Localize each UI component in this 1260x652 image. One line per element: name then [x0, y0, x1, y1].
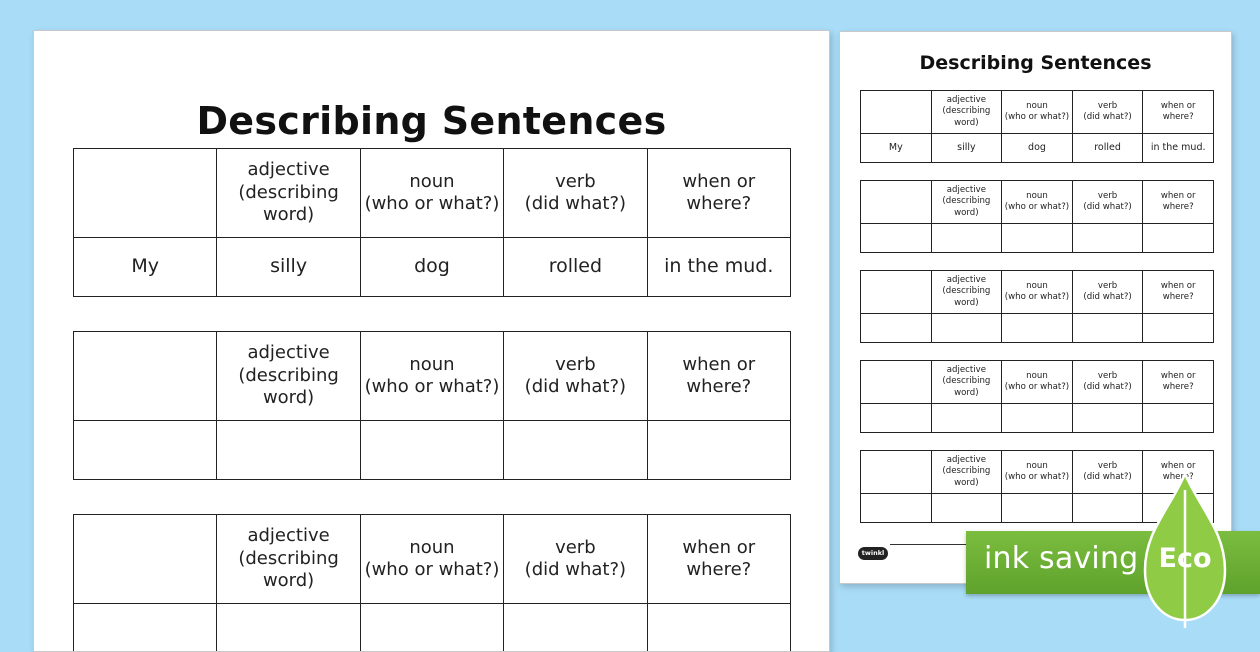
header-cell-noun: noun (who or what?) — [1002, 91, 1073, 134]
answer-cell[interactable] — [647, 604, 790, 652]
preview-table-1 — [860, 90, 1214, 163]
answer-cell[interactable] — [1072, 314, 1143, 343]
answer-cell[interactable] — [1143, 224, 1214, 253]
header-cell-verb: verb (did what?) — [1072, 181, 1143, 224]
answer-cell: rolled — [504, 238, 647, 297]
answer-cell[interactable] — [74, 604, 217, 652]
answer-cell[interactable] — [217, 421, 360, 480]
header-cell-adjective: adjective (describing word) — [931, 361, 1002, 404]
answer-cell[interactable] — [1002, 494, 1073, 523]
answer-cell[interactable] — [360, 604, 503, 652]
header-cell-blank — [861, 451, 932, 494]
header-cell-adjective: adjective (describing word) — [931, 91, 1002, 134]
worksheet-page-large — [33, 30, 830, 652]
page-title: Describing Sentences — [34, 99, 829, 143]
header-cell-noun: noun (who or what?) — [360, 332, 503, 421]
header-cell-verb: verb (did what?) — [504, 149, 647, 238]
answer-cell[interactable] — [504, 604, 647, 652]
answer-cell: dog — [360, 238, 503, 297]
header-cell-adjective: adjective (describing word) — [217, 332, 360, 421]
sentence-table-1 — [73, 148, 791, 297]
header-cell-adjective: adjective (describing word) — [217, 149, 360, 238]
header-cell-verb: verb (did what?) — [504, 332, 647, 421]
answer-cell: in the mud. — [1143, 134, 1214, 163]
eco-label: Eco — [1150, 543, 1220, 574]
answer-cell[interactable] — [1002, 314, 1073, 343]
header-cell-blank — [74, 149, 217, 238]
answer-cell: My — [74, 238, 217, 297]
answer-cell[interactable] — [360, 421, 503, 480]
answer-cell[interactable] — [861, 314, 932, 343]
header-cell-when-where: when or where? — [647, 149, 790, 238]
preview-table-3 — [860, 270, 1214, 343]
answer-cell[interactable] — [1072, 404, 1143, 433]
answer-cell[interactable] — [1072, 224, 1143, 253]
header-cell-blank — [74, 332, 217, 421]
header-cell-when-where: when or where? — [1143, 271, 1214, 314]
sentence-table-3 — [73, 514, 791, 652]
answer-cell[interactable] — [1002, 404, 1073, 433]
answer-cell[interactable] — [931, 494, 1002, 523]
answer-cell: in the mud. — [647, 238, 790, 297]
header-cell-when-where: when or where? — [1143, 361, 1214, 404]
header-cell-blank — [861, 91, 932, 134]
preview-table-4 — [860, 360, 1214, 433]
answer-cell[interactable] — [861, 494, 932, 523]
ink-saving-text: ink saving — [984, 541, 1138, 576]
header-cell-adjective: adjective (describing word) — [217, 515, 360, 604]
header-cell-when-where: when or where? — [1143, 181, 1214, 224]
header-cell-when-where: when or where? — [1143, 91, 1214, 134]
twinkl-logo: twinkl — [858, 547, 888, 560]
header-cell-adjective: adjective (describing word) — [931, 451, 1002, 494]
header-cell-verb: verb (did what?) — [1072, 271, 1143, 314]
answer-cell: rolled — [1072, 134, 1143, 163]
header-cell-verb: verb (did what?) — [1072, 451, 1143, 494]
header-cell-verb: verb (did what?) — [1072, 361, 1143, 404]
answer-cell[interactable] — [647, 421, 790, 480]
header-cell-when-where: when or where? — [647, 332, 790, 421]
header-cell-blank — [861, 181, 932, 224]
preview-title: Describing Sentences — [840, 52, 1231, 74]
header-cell-noun: noun (who or what?) — [360, 149, 503, 238]
answer-cell: silly — [931, 134, 1002, 163]
answer-cell[interactable] — [861, 224, 932, 253]
answer-cell[interactable] — [931, 404, 1002, 433]
header-cell-blank — [861, 271, 932, 314]
answer-cell[interactable] — [1143, 314, 1214, 343]
answer-cell: My — [861, 134, 932, 163]
answer-cell[interactable] — [1143, 404, 1214, 433]
header-cell-blank — [74, 515, 217, 604]
answer-cell[interactable] — [74, 421, 217, 480]
answer-cell[interactable] — [931, 314, 1002, 343]
answer-cell[interactable] — [504, 421, 647, 480]
header-cell-adjective: adjective (describing word) — [931, 271, 1002, 314]
header-cell-blank — [861, 361, 932, 404]
header-cell-when-where: when or where? — [647, 515, 790, 604]
answer-cell: silly — [217, 238, 360, 297]
sentence-table-2 — [73, 331, 791, 480]
header-cell-noun: noun (who or what?) — [1002, 181, 1073, 224]
header-cell-noun: noun (who or what?) — [1002, 361, 1073, 404]
answer-cell[interactable] — [217, 604, 360, 652]
header-cell-noun: noun (who or what?) — [1002, 271, 1073, 314]
header-cell-noun: noun (who or what?) — [1002, 451, 1073, 494]
header-cell-when-where: when or where? — [1143, 451, 1214, 494]
answer-cell[interactable] — [931, 224, 1002, 253]
header-cell-adjective: adjective (describing word) — [931, 181, 1002, 224]
header-cell-verb: verb (did what?) — [1072, 91, 1143, 134]
answer-cell: dog — [1002, 134, 1073, 163]
preview-table-2 — [860, 180, 1214, 253]
header-cell-verb: verb (did what?) — [504, 515, 647, 604]
answer-cell[interactable] — [861, 404, 932, 433]
answer-cell[interactable] — [1072, 494, 1143, 523]
header-cell-noun: noun (who or what?) — [360, 515, 503, 604]
answer-cell[interactable] — [1002, 224, 1073, 253]
